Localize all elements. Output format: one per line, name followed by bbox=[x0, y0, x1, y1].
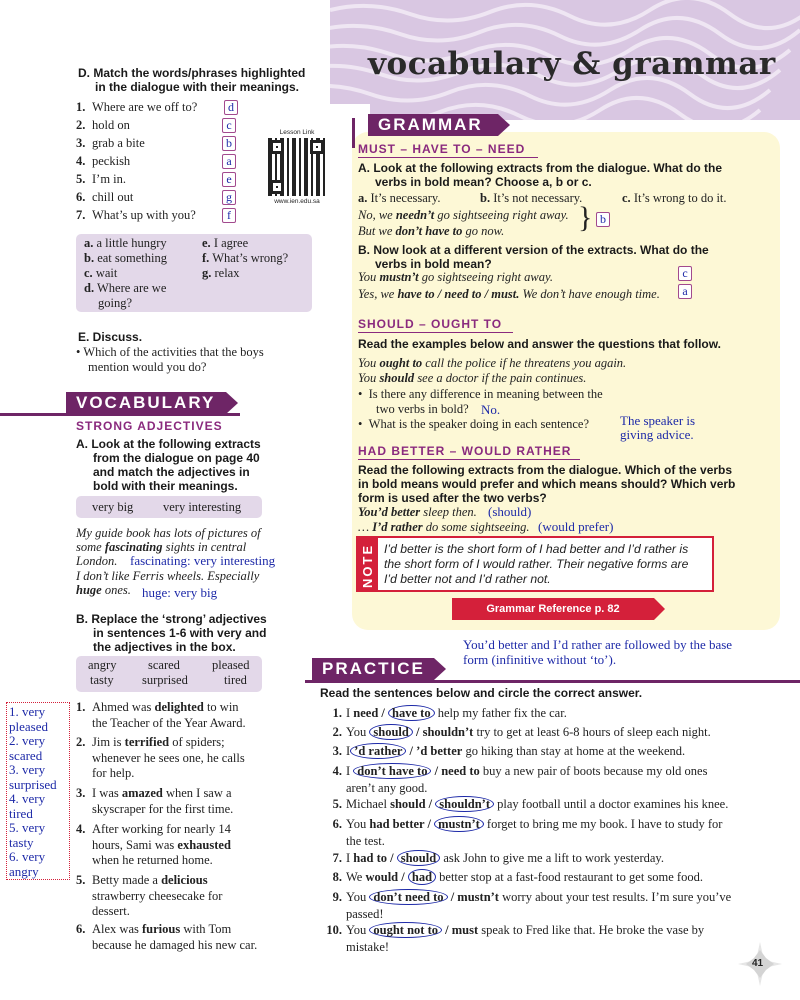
practice-option-1[interactable]: ’d rather bbox=[350, 743, 406, 759]
option-b: b. eat something bbox=[84, 251, 167, 265]
word-tired: tired bbox=[224, 673, 247, 687]
practice-option-1[interactable]: would bbox=[365, 870, 399, 884]
sentence-text: with Tom bbox=[180, 922, 232, 936]
practice-number: 2. bbox=[332, 725, 342, 739]
practice-option-2[interactable]: need to bbox=[441, 764, 480, 778]
practice-text: You bbox=[346, 923, 370, 937]
sentence-line bbox=[76, 735, 245, 751]
note-tag-label: NOTE bbox=[360, 543, 375, 588]
should-q1-cont: two verbs in bold? bbox=[376, 402, 469, 416]
handwritten-q1-answer: No. bbox=[481, 402, 501, 417]
vocab-sentence bbox=[76, 735, 245, 782]
practice-number: 7. bbox=[332, 851, 342, 865]
must-extract-1: No, we needn’t go sightseeing right away. bbox=[358, 208, 569, 222]
practice-text: play football until a doctor examines his knee. bbox=[494, 797, 729, 811]
vocab-extract-1: My guide book has lots of pictures of some fascinating sights in central London. bbox=[76, 526, 261, 568]
option-separator: / bbox=[378, 706, 389, 720]
sentence-number: 1. bbox=[76, 700, 86, 714]
answer-box-must-b2[interactable]: a bbox=[678, 284, 692, 299]
had-better-underline bbox=[358, 459, 580, 460]
practice-item bbox=[320, 889, 731, 923]
sentence-line bbox=[76, 802, 233, 818]
practice-option-1[interactable]: had better bbox=[369, 817, 425, 831]
sentence-line bbox=[76, 889, 222, 905]
practice-option-1[interactable]: need bbox=[353, 706, 379, 720]
practice-option-2[interactable]: shouldn’t bbox=[435, 796, 494, 812]
practice-option-2[interactable]: had bbox=[408, 869, 436, 885]
qr-corner bbox=[270, 140, 284, 154]
page-title: vocabulary & grammar bbox=[368, 46, 776, 82]
practice-text: forget to bring me my book. I have to study for bbox=[483, 817, 723, 831]
option-f: f. What’s wrong? bbox=[202, 251, 289, 265]
practice-number: 9. bbox=[332, 890, 342, 904]
practice-text: Michael bbox=[346, 797, 391, 811]
option-separator: / bbox=[387, 851, 397, 865]
sentence-number: 5. bbox=[76, 873, 86, 887]
sentence-text: when I saw a bbox=[162, 786, 232, 800]
sentence-text: After working for nearly 14 bbox=[92, 822, 231, 836]
sentence-line bbox=[76, 716, 246, 732]
practice-banner: PRACTICE bbox=[312, 658, 434, 680]
practice-text: I bbox=[346, 851, 354, 865]
sentence-text: of spiders; bbox=[169, 735, 225, 749]
practice-option-2[interactable]: mustn’t bbox=[457, 890, 499, 904]
handwritten-answer-huge: huge: very big bbox=[142, 585, 218, 600]
practice-instruction: Read the sentences below and circle the correct answer. bbox=[320, 686, 643, 700]
answer-box-d5[interactable]: e bbox=[222, 172, 236, 187]
vocab-sentence bbox=[76, 822, 231, 869]
practice-item bbox=[320, 796, 728, 813]
must-extract-2: But we don’t have to go now. bbox=[358, 224, 505, 238]
practice-line bbox=[320, 850, 664, 867]
practice-number: 1. bbox=[332, 706, 342, 720]
handwritten-answers: 1. very pleased 2. very scared 3. very surprised 4. very tired 5. very tasty 6. very angry bbox=[9, 704, 57, 879]
practice-item bbox=[320, 869, 703, 886]
sentence-text: Betty made a bbox=[92, 873, 162, 887]
sentence-line bbox=[76, 751, 245, 767]
sentence-line bbox=[76, 700, 246, 716]
practice-option-2[interactable]: mustn’t bbox=[434, 816, 484, 832]
strong-adjective: amazed bbox=[121, 786, 163, 800]
must-underline bbox=[358, 157, 538, 158]
had-better-extract-1: You’d better sleep then. bbox=[358, 505, 477, 519]
practice-option-2[interactable]: have to bbox=[388, 705, 435, 721]
practice-text: speak to Fred like that. He broke the vase by bbox=[478, 923, 705, 937]
option-separator: / bbox=[406, 744, 417, 758]
sentence-text: Alex was bbox=[92, 922, 142, 936]
word-very-big: very big bbox=[92, 500, 134, 514]
vocab-sentence bbox=[76, 873, 222, 920]
practice-text: worry about your test results. I’m sure you’ve bbox=[498, 890, 732, 904]
sentence-text: when he returned home. bbox=[92, 853, 213, 867]
practice-option-1[interactable]: had to bbox=[353, 851, 387, 865]
practice-number: 3. bbox=[332, 744, 342, 758]
list-item: 2. hold on bbox=[76, 118, 130, 132]
page-number: 41 bbox=[752, 958, 764, 969]
should-underline bbox=[358, 332, 513, 333]
practice-number: 6. bbox=[332, 817, 342, 831]
grammar-reference-button[interactable]: Grammar Reference p. 82 bbox=[452, 598, 654, 620]
practice-option-2[interactable]: should bbox=[397, 850, 440, 866]
practice-item bbox=[320, 724, 711, 741]
practice-text: You bbox=[346, 890, 370, 904]
option-g: g. relax bbox=[202, 266, 240, 280]
should-instruction: Read the examples below and answer the questions that follow. bbox=[358, 337, 721, 351]
practice-rule bbox=[305, 680, 800, 683]
practice-line bbox=[320, 922, 704, 939]
sentence-text: to win bbox=[203, 700, 239, 714]
practice-text: I bbox=[346, 764, 354, 778]
practice-text: I bbox=[346, 744, 351, 758]
option-separator: / bbox=[398, 870, 408, 884]
section-e-heading: E. Discuss. bbox=[78, 330, 143, 344]
practice-text: buy a new pair of boots because my old ones bbox=[479, 764, 708, 778]
word-pleased: pleased bbox=[212, 658, 250, 672]
option-separator: / bbox=[442, 923, 452, 937]
strong-adjective: terrified bbox=[124, 735, 170, 749]
had-better-subheading: HAD BETTER – WOULD RATHER bbox=[358, 444, 572, 458]
sentence-text: hours, Sami was bbox=[92, 837, 178, 852]
vocab-sentence bbox=[76, 700, 246, 731]
should-q1: • Is there any difference in meaning between the bbox=[358, 387, 603, 401]
answer-box-d4[interactable]: a bbox=[222, 154, 236, 169]
practice-line-cont: the test. bbox=[346, 834, 385, 848]
vocab-b-heading: B. Replace the ‘strong’ adjectives in sentences 1-6 with very and the adjectives in the box. bbox=[76, 612, 267, 654]
practice-line bbox=[320, 763, 707, 780]
option-e: e. I agree bbox=[202, 236, 249, 250]
practice-item bbox=[320, 705, 567, 722]
practice-text: try to get at least 6-8 hours of sleep each night. bbox=[473, 725, 711, 739]
answer-box-d1[interactable]: d bbox=[224, 100, 238, 115]
option-separator: / bbox=[424, 817, 435, 831]
note-text: I’d better is the short form of I had better and I’d rather is the short form of I would rather. Their negative forms are I’d better not and I’d rather not. bbox=[384, 542, 689, 586]
must-subheading: MUST – HAVE TO – NEED bbox=[358, 142, 526, 156]
sentence-text: whenever he sees one, he calls bbox=[92, 750, 245, 765]
had-better-instruction: Read the following extracts from the dialogue. Which of the verbs in bold means would prefer and which means should? Which verb form is used after the two verbs? bbox=[358, 463, 736, 505]
must-extract-4: Yes, we have to / need to / must. We don’t have enough time. bbox=[358, 287, 660, 301]
answer-box-d6[interactable]: g bbox=[222, 190, 236, 205]
practice-item bbox=[320, 816, 722, 850]
sentence-line bbox=[76, 922, 257, 938]
practice-text: help my father fix the car. bbox=[434, 706, 567, 720]
handwritten-should: (should) bbox=[488, 504, 532, 519]
section-e-bullet-cont: mention would you do? bbox=[88, 360, 207, 374]
answer-box-d3[interactable]: b bbox=[222, 136, 236, 151]
should-subheading: SHOULD – OUGHT TO bbox=[358, 317, 503, 331]
list-item: 6. chill out bbox=[76, 190, 134, 204]
practice-option-1[interactable]: should bbox=[390, 797, 426, 811]
sentence-number: 3. bbox=[76, 786, 86, 800]
sentence-number: 2. bbox=[76, 735, 86, 749]
practice-option-1[interactable]: should bbox=[369, 724, 412, 740]
word-very-interesting: very interesting bbox=[163, 500, 242, 514]
strong-adjective: delighted bbox=[154, 700, 204, 714]
vocabulary-banner: VOCABULARY bbox=[66, 392, 226, 414]
sentence-text: because he damaged his new car. bbox=[92, 937, 258, 952]
practice-text: go hiking than stay at home at the weekend. bbox=[462, 744, 686, 758]
list-item: 3. grab a bite bbox=[76, 136, 145, 150]
choice-a: a. It’s necessary. bbox=[358, 191, 441, 205]
practice-item bbox=[320, 850, 664, 867]
option-separator: / bbox=[425, 797, 436, 811]
sentence-text: I was bbox=[92, 786, 122, 800]
practice-option-1[interactable]: don’t have to bbox=[353, 763, 431, 779]
sentence-number: 4. bbox=[76, 822, 86, 836]
practice-text: You bbox=[346, 725, 370, 739]
lesson-link-label: Lesson Link bbox=[279, 129, 315, 136]
section-d-heading: D. Match the words/phrases highlighted in the dialogue with their meanings. bbox=[78, 66, 306, 94]
wave-cutout bbox=[330, 104, 370, 124]
practice-number: 4. bbox=[332, 764, 342, 778]
word-tasty: tasty bbox=[90, 673, 114, 687]
section-e-bullet: • Which of the activities that the boys bbox=[76, 345, 264, 359]
vocab-a-heading: A. Look at the following extracts from the dialogue on page 40 and match the adjectives in bold with their meanings. bbox=[76, 437, 261, 493]
must-b-heading: B. Now look at a different version of the extracts. What do the verbs in bold mean? bbox=[358, 243, 709, 271]
must-extract-3: You mustn’t go sightseeing right away. bbox=[358, 270, 553, 284]
strong-adjective: furious bbox=[142, 922, 181, 936]
practice-option-2[interactable]: shouldn’t bbox=[422, 725, 474, 739]
sentence-line bbox=[76, 786, 233, 802]
qr-code-icon[interactable] bbox=[268, 138, 326, 196]
practice-item bbox=[320, 763, 707, 797]
strong-adjective: delicious bbox=[161, 873, 208, 887]
sentence-text: the Teacher of the Year Award. bbox=[92, 715, 246, 730]
should-extract-1: You ought to call the police if he threatens you again. bbox=[358, 356, 627, 370]
practice-text: ask John to give me a lift to work yesterday. bbox=[440, 851, 664, 865]
should-q2: • What is the speaker doing in each sentence? bbox=[358, 417, 590, 431]
grammar-banner: GRAMMAR bbox=[368, 114, 498, 136]
sentence-line bbox=[76, 853, 231, 869]
practice-number: 10. bbox=[326, 923, 342, 937]
sentence-text: for help. bbox=[92, 766, 135, 780]
practice-option-1[interactable]: don’t need to bbox=[369, 889, 447, 905]
practice-item bbox=[320, 922, 704, 956]
option-separator: / bbox=[412, 725, 423, 739]
practice-option-1[interactable]: ought not to bbox=[369, 922, 442, 938]
brace: } bbox=[578, 201, 593, 234]
sentence-text: skyscraper for the first time. bbox=[92, 801, 234, 816]
answer-box-must-a[interactable]: b bbox=[596, 212, 610, 227]
handwritten-q2-answer: The speaker is giving advice. bbox=[620, 413, 696, 442]
word-surprised: surprised bbox=[142, 673, 188, 687]
practice-line bbox=[320, 743, 685, 760]
word-scared: scared bbox=[148, 658, 180, 672]
practice-option-2[interactable]: must bbox=[451, 923, 479, 937]
choice-c: c. It’s wrong to do it. bbox=[622, 191, 727, 205]
answer-box-must-b1[interactable]: c bbox=[678, 266, 692, 281]
option-d: d. Where are we bbox=[84, 281, 167, 295]
vocab-sentence bbox=[76, 786, 233, 817]
sentence-text: strawberry cheesecake for bbox=[92, 888, 223, 903]
sentence-text: dessert. bbox=[92, 904, 130, 918]
practice-line bbox=[320, 796, 728, 813]
practice-number: 5. bbox=[332, 797, 342, 811]
practice-line bbox=[320, 889, 731, 906]
handwritten-would-prefer: (would prefer) bbox=[538, 519, 614, 534]
practice-option-2[interactable]: ’d better bbox=[416, 744, 463, 758]
sentence-line bbox=[76, 822, 231, 838]
handwritten-grammar-note: You’d better and I’d rather are followed by the base form (infinitive without ‘to’). bbox=[463, 637, 733, 667]
option-c: c. wait bbox=[84, 266, 118, 280]
handwritten-answer-fascinating: fascinating: very interesting bbox=[130, 553, 276, 568]
option-separator: / bbox=[447, 890, 458, 904]
practice-line bbox=[320, 816, 722, 833]
practice-line-cont: aren’t any good. bbox=[346, 781, 428, 795]
list-item: 4. peckish bbox=[76, 154, 131, 168]
option-d-cont: going? bbox=[98, 296, 133, 310]
list-item: 7. What’s up with you? bbox=[76, 208, 196, 222]
practice-text: We bbox=[346, 870, 366, 884]
sentence-line bbox=[76, 938, 257, 954]
word-angry: angry bbox=[88, 658, 117, 672]
practice-item bbox=[320, 743, 685, 760]
vocab-extract-2: I don’t like Ferris wheels. Especially huge ones. bbox=[76, 569, 260, 597]
list-item: 5. I’m in. bbox=[76, 172, 127, 186]
had-better-extract-2: … I’d rather do some sightseeing. bbox=[358, 520, 530, 534]
option-a: a. a little hungry bbox=[84, 236, 167, 250]
answer-box-d2[interactable]: c bbox=[222, 118, 236, 133]
strong-adjective: exhausted bbox=[177, 837, 231, 852]
strong-adjectives-subheading: STRONG ADJECTIVES bbox=[76, 419, 223, 433]
sentence-line bbox=[76, 838, 231, 854]
practice-text: better stop at a fast-food restaurant to get some food. bbox=[436, 870, 703, 884]
qr-corner bbox=[310, 140, 324, 154]
qr-corner bbox=[270, 180, 284, 194]
answer-box-d7[interactable]: f bbox=[222, 208, 236, 223]
vocab-sentence bbox=[76, 922, 257, 953]
option-separator: / bbox=[431, 764, 442, 778]
choice-b: b. It’s not necessary. bbox=[480, 191, 583, 205]
practice-line bbox=[320, 869, 703, 886]
sentence-line bbox=[76, 873, 222, 889]
sentence-number: 6. bbox=[76, 922, 86, 936]
practice-line-cont: passed! bbox=[346, 907, 384, 921]
list-item: 1. Where are we off to? bbox=[76, 100, 198, 114]
should-extract-2: You should see a doctor if the pain continues. bbox=[358, 371, 587, 385]
sentence-text: Jim is bbox=[92, 735, 125, 749]
sentence-line bbox=[76, 904, 222, 920]
sentence-text: Ahmed was bbox=[92, 700, 155, 714]
practice-line bbox=[320, 705, 567, 722]
practice-line-cont: mistake! bbox=[346, 940, 390, 954]
practice-number: 8. bbox=[332, 870, 342, 884]
vocabulary-rule bbox=[0, 413, 240, 416]
practice-text: You bbox=[346, 817, 370, 831]
practice-line bbox=[320, 724, 711, 741]
must-a-heading: A. Look at the following extracts from the dialogue. What do the verbs in bold mean? Choose a, b or c. bbox=[358, 161, 723, 189]
practice-text: I bbox=[346, 706, 354, 720]
sentence-line bbox=[76, 766, 245, 782]
grammar-rule bbox=[352, 118, 355, 148]
lesson-link-url[interactable]: www.ien.edu.sa bbox=[274, 198, 320, 205]
